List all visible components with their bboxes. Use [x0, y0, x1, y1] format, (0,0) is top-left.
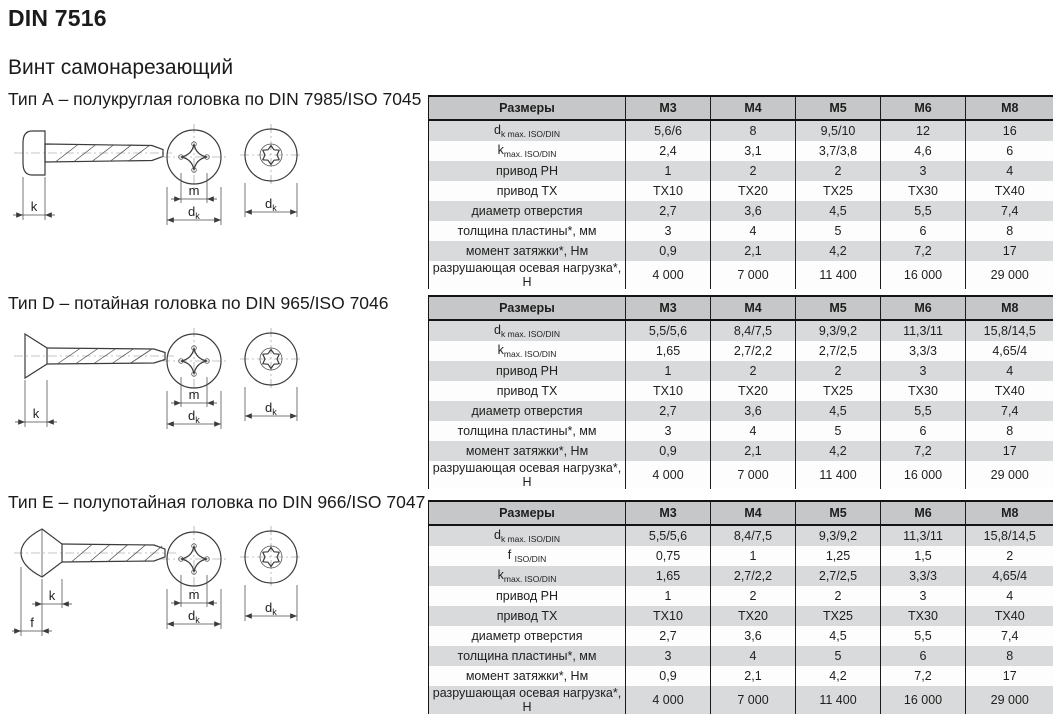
value-cell: 4,6 — [881, 141, 966, 161]
row-label: разрушающая осевая нагрузка*, Н — [429, 686, 626, 714]
value-cell: TX20 — [711, 181, 796, 201]
value-cell: 5,5 — [881, 201, 966, 221]
table-row — [429, 441, 1053, 461]
value-cell: 4,2 — [796, 241, 881, 261]
dimension-label-m: m — [188, 587, 200, 602]
size-column-header: M4 — [711, 96, 796, 120]
row-label: $k_{max. ISO/DIN}$ — [429, 141, 626, 161]
size-column-header: M6 — [881, 296, 966, 320]
value-cell: 4 — [711, 646, 796, 666]
value-cell: 0,9 — [626, 241, 711, 261]
row-label: толщина пластины*, мм — [429, 421, 626, 441]
value-cell: 8 — [966, 221, 1053, 241]
value-cell: 15,8/14,5 — [966, 525, 1053, 546]
dimensions-column-header: Размеры — [429, 96, 626, 120]
value-cell: 8,4/7,5 — [711, 525, 796, 546]
value-cell: 2,7/2,5 — [796, 341, 881, 361]
value-cell: 17 — [966, 241, 1053, 261]
value-cell: 5,5/5,6 — [626, 525, 711, 546]
value-cell: 8 — [966, 421, 1053, 441]
value-cell: 2,4 — [626, 141, 711, 161]
value-cell: TX25 — [796, 606, 881, 626]
value-cell: 0,75 — [626, 546, 711, 566]
row-label: момент затяжки*, Нм — [429, 666, 626, 686]
dimension-label-k: k — [48, 588, 56, 603]
value-cell: 11,3/11 — [881, 525, 966, 546]
phillips-recess-front-view — [161, 526, 227, 629]
value-cell: 3 — [881, 361, 966, 381]
value-cell: 6 — [966, 141, 1053, 161]
value-cell: 4 — [711, 421, 796, 441]
value-cell: 16 000 — [881, 461, 966, 489]
type-a-drawing — [12, 117, 312, 245]
value-cell: TX10 — [626, 181, 711, 201]
value-cell: 4,5 — [796, 201, 881, 221]
dimension-label-dk: $d_k$ — [265, 196, 277, 213]
value-cell: 29 000 — [966, 261, 1053, 289]
table-row — [429, 525, 1053, 546]
row-label: момент затяжки*, Нм — [429, 441, 626, 461]
value-cell: 3 — [626, 646, 711, 666]
value-cell: 5 — [796, 646, 881, 666]
row-label: диаметр отверстия — [429, 201, 626, 221]
value-cell: 7,4 — [966, 626, 1053, 646]
value-cell: 2,1 — [711, 666, 796, 686]
dimension-label-dk: $d_k$ — [188, 204, 200, 221]
value-cell: 16 000 — [881, 261, 966, 289]
size-column-header: M5 — [796, 96, 881, 120]
row-label: $k_{max. ISO/DIN}$ — [429, 341, 626, 361]
size-column-header: M3 — [626, 96, 711, 120]
value-cell: 1,5 — [881, 546, 966, 566]
section-heading-type-d: Тип D – потайная головка по DIN 965/ISO 7046 — [8, 293, 389, 313]
value-cell: 12 — [881, 120, 966, 141]
size-column-header: M8 — [966, 501, 1053, 525]
value-cell: 7,2 — [881, 241, 966, 261]
value-cell: 7 000 — [711, 686, 796, 714]
dimension-label-dk: $d_k$ — [265, 600, 277, 617]
value-cell: 4 000 — [626, 686, 711, 714]
row-label: привод PH — [429, 586, 626, 606]
value-cell: 3,7/3,8 — [796, 141, 881, 161]
value-cell: 2 — [966, 546, 1053, 566]
value-cell: 6 — [881, 646, 966, 666]
value-cell: 4,5 — [796, 401, 881, 421]
table-row — [429, 421, 1053, 441]
value-cell: 5,6/6 — [626, 120, 711, 141]
dimension-label-dk: $d_k$ — [265, 400, 277, 417]
table-row — [429, 361, 1053, 381]
value-cell: 2,7/2,2 — [711, 341, 796, 361]
value-cell: 3,3/3 — [881, 341, 966, 361]
spec-table — [428, 295, 1053, 489]
row-label: разрушающая осевая нагрузка*, Н — [429, 461, 626, 489]
value-cell: 11,3/11 — [881, 320, 966, 341]
value-cell: 7,4 — [966, 201, 1053, 221]
value-cell: 0,9 — [626, 441, 711, 461]
value-cell: 5 — [796, 421, 881, 441]
value-cell: 0,9 — [626, 666, 711, 686]
value-cell: 1,25 — [796, 546, 881, 566]
table-row — [429, 201, 1053, 221]
table-row — [429, 586, 1053, 606]
table-row — [429, 401, 1053, 421]
value-cell: TX40 — [966, 606, 1053, 626]
spec-table — [428, 500, 1053, 714]
phillips-recess-front-view — [161, 124, 227, 225]
dimension-label-m: m — [188, 183, 200, 198]
row-label: привод PH — [429, 161, 626, 181]
value-cell: 2,7/2,5 — [796, 566, 881, 586]
value-cell: 8 — [966, 646, 1053, 666]
type-d-spec-table-container — [428, 295, 1053, 489]
value-cell: 4 — [966, 161, 1053, 181]
size-column-header: M5 — [796, 501, 881, 525]
value-cell: 8 — [711, 120, 796, 141]
size-column-header: M4 — [711, 296, 796, 320]
pan-head-screw-side-view — [13, 131, 172, 220]
row-label: толщина пластины*, мм — [429, 646, 626, 666]
row-label: $d_{k max. ISO/DIN}$ — [429, 320, 626, 341]
torx-recess-front-view — [240, 124, 302, 217]
torx-recess-front-view — [240, 526, 302, 621]
row-label: $k_{max. ISO/DIN}$ — [429, 566, 626, 586]
value-cell: 3,6 — [711, 401, 796, 421]
value-cell: 11 400 — [796, 261, 881, 289]
value-cell: 3 — [626, 221, 711, 241]
value-cell: TX30 — [881, 606, 966, 626]
value-cell: 1 — [626, 586, 711, 606]
size-column-header: M3 — [626, 296, 711, 320]
value-cell: 2 — [796, 361, 881, 381]
dimension-label-k: k — [30, 199, 38, 214]
dimension-label-dk: $d_k$ — [188, 408, 200, 425]
value-cell: 5 — [796, 221, 881, 241]
value-cell: 7 000 — [711, 261, 796, 289]
value-cell: 29 000 — [966, 686, 1053, 714]
value-cell: 7 000 — [711, 461, 796, 489]
value-cell: 4 000 — [626, 461, 711, 489]
raised-countersunk-head-screw-side-view — [12, 529, 176, 636]
table-row — [429, 606, 1053, 626]
table-row — [429, 546, 1053, 566]
value-cell: 1 — [626, 361, 711, 381]
value-cell: 2,1 — [711, 241, 796, 261]
value-cell: 4 — [966, 361, 1053, 381]
page-title: DIN 7516 — [8, 5, 107, 31]
value-cell: 7,4 — [966, 401, 1053, 421]
row-label: $d_{k max. ISO/DIN}$ — [429, 525, 626, 546]
table-row — [429, 626, 1053, 646]
value-cell: 29 000 — [966, 461, 1053, 489]
row-label: разрушающая осевая нагрузка*, Н — [429, 261, 626, 289]
countersunk-head-screw-side-view — [14, 334, 174, 427]
value-cell: 2 — [796, 586, 881, 606]
value-cell: 6 — [881, 421, 966, 441]
type-e-spec-table-container — [428, 500, 1053, 714]
row-label: момент затяжки*, Нм — [429, 241, 626, 261]
table-row — [429, 381, 1053, 401]
table-row — [429, 261, 1053, 289]
value-cell: 4,2 — [796, 666, 881, 686]
value-cell: TX10 — [626, 381, 711, 401]
value-cell: 1 — [711, 546, 796, 566]
value-cell: 11 400 — [796, 461, 881, 489]
type-a-spec-table-container — [428, 95, 1053, 289]
size-column-header: M6 — [881, 501, 966, 525]
value-cell: 11 400 — [796, 686, 881, 714]
value-cell: 8,4/7,5 — [711, 320, 796, 341]
row-label: привод TX — [429, 381, 626, 401]
value-cell: TX25 — [796, 381, 881, 401]
value-cell: 2 — [711, 586, 796, 606]
table-header-row — [429, 296, 1053, 320]
value-cell: TX40 — [966, 381, 1053, 401]
value-cell: 2 — [711, 361, 796, 381]
dimensions-column-header: Размеры — [429, 501, 626, 525]
size-column-header: M6 — [881, 96, 966, 120]
value-cell: 4,5 — [796, 626, 881, 646]
value-cell: 3 — [881, 161, 966, 181]
value-cell: 9,3/9,2 — [796, 525, 881, 546]
section-heading-type-a: Тип А – полукруглая головка по DIN 7985/ISO 7045 — [8, 89, 422, 109]
table-row — [429, 646, 1053, 666]
value-cell: 4 000 — [626, 261, 711, 289]
value-cell: 2 — [796, 161, 881, 181]
table-row — [429, 686, 1053, 714]
value-cell: 16 000 — [881, 686, 966, 714]
table-row — [429, 181, 1053, 201]
value-cell: 4,65/4 — [966, 566, 1053, 586]
phillips-recess-front-view — [161, 328, 227, 429]
table-row — [429, 320, 1053, 341]
value-cell: 3,6 — [711, 201, 796, 221]
value-cell: 3,6 — [711, 626, 796, 646]
table-row — [429, 341, 1053, 361]
row-label: диаметр отверстия — [429, 626, 626, 646]
value-cell: 4,65/4 — [966, 341, 1053, 361]
dimensions-column-header: Размеры — [429, 296, 626, 320]
table-row — [429, 666, 1053, 686]
value-cell: 2,7 — [626, 401, 711, 421]
value-cell: 2,7 — [626, 201, 711, 221]
torx-recess-front-view — [240, 328, 302, 421]
size-column-header: M8 — [966, 296, 1053, 320]
size-column-header: M5 — [796, 296, 881, 320]
value-cell: 4 — [711, 221, 796, 241]
type-d-drawing — [12, 321, 312, 456]
table-row — [429, 566, 1053, 586]
size-column-header: M3 — [626, 501, 711, 525]
value-cell: 2 — [711, 161, 796, 181]
value-cell: 2,1 — [711, 441, 796, 461]
value-cell: 3,3/3 — [881, 566, 966, 586]
value-cell: 5,5 — [881, 401, 966, 421]
value-cell: 3 — [626, 421, 711, 441]
value-cell: 3 — [881, 586, 966, 606]
value-cell: TX10 — [626, 606, 711, 626]
value-cell: 9,3/9,2 — [796, 320, 881, 341]
row-label: $d_{k max. ISO/DIN}$ — [429, 120, 626, 141]
value-cell: TX40 — [966, 181, 1053, 201]
type-e-drawing — [12, 517, 312, 667]
value-cell: TX20 — [711, 381, 796, 401]
dimension-label-k: k — [32, 406, 40, 421]
dimension-label-m: m — [188, 387, 200, 402]
table-row — [429, 161, 1053, 181]
value-cell: 16 — [966, 120, 1053, 141]
section-heading-type-e: Тип E – полупотайная головка по DIN 966/ISO 7047 — [8, 492, 426, 512]
page-subtitle: Винт самонарезающий — [8, 56, 234, 79]
value-cell: TX20 — [711, 606, 796, 626]
size-column-header: M4 — [711, 501, 796, 525]
row-label: диаметр отверстия — [429, 401, 626, 421]
value-cell: 7,2 — [881, 441, 966, 461]
table-row — [429, 120, 1053, 141]
value-cell: 17 — [966, 441, 1053, 461]
value-cell: TX30 — [881, 181, 966, 201]
value-cell: 1,65 — [626, 566, 711, 586]
value-cell: 15,8/14,5 — [966, 320, 1053, 341]
dimension-label-f: f — [30, 615, 34, 630]
dimension-label-dk: $d_k$ — [188, 608, 200, 625]
table-row — [429, 241, 1053, 261]
value-cell: 4,2 — [796, 441, 881, 461]
value-cell: 9,5/10 — [796, 120, 881, 141]
value-cell: 5,5 — [881, 626, 966, 646]
spec-table — [428, 95, 1053, 289]
table-row — [429, 461, 1053, 489]
value-cell: 6 — [881, 221, 966, 241]
table-row — [429, 221, 1053, 241]
value-cell: 5,5/5,6 — [626, 320, 711, 341]
value-cell: 7,2 — [881, 666, 966, 686]
table-row — [429, 141, 1053, 161]
row-label: привод TX — [429, 606, 626, 626]
value-cell: 1,65 — [626, 341, 711, 361]
table-header-row — [429, 501, 1053, 525]
row-label: f $_{ISO/DIN}$ — [429, 546, 626, 566]
value-cell: 2,7 — [626, 626, 711, 646]
value-cell: 17 — [966, 666, 1053, 686]
value-cell: TX30 — [881, 381, 966, 401]
row-label: привод TX — [429, 181, 626, 201]
value-cell: TX25 — [796, 181, 881, 201]
value-cell: 4 — [966, 586, 1053, 606]
table-header-row — [429, 96, 1053, 120]
value-cell: 1 — [626, 161, 711, 181]
value-cell: 3,1 — [711, 141, 796, 161]
row-label: привод PH — [429, 361, 626, 381]
size-column-header: M8 — [966, 96, 1053, 120]
value-cell: 2,7/2,2 — [711, 566, 796, 586]
row-label: толщина пластины*, мм — [429, 221, 626, 241]
